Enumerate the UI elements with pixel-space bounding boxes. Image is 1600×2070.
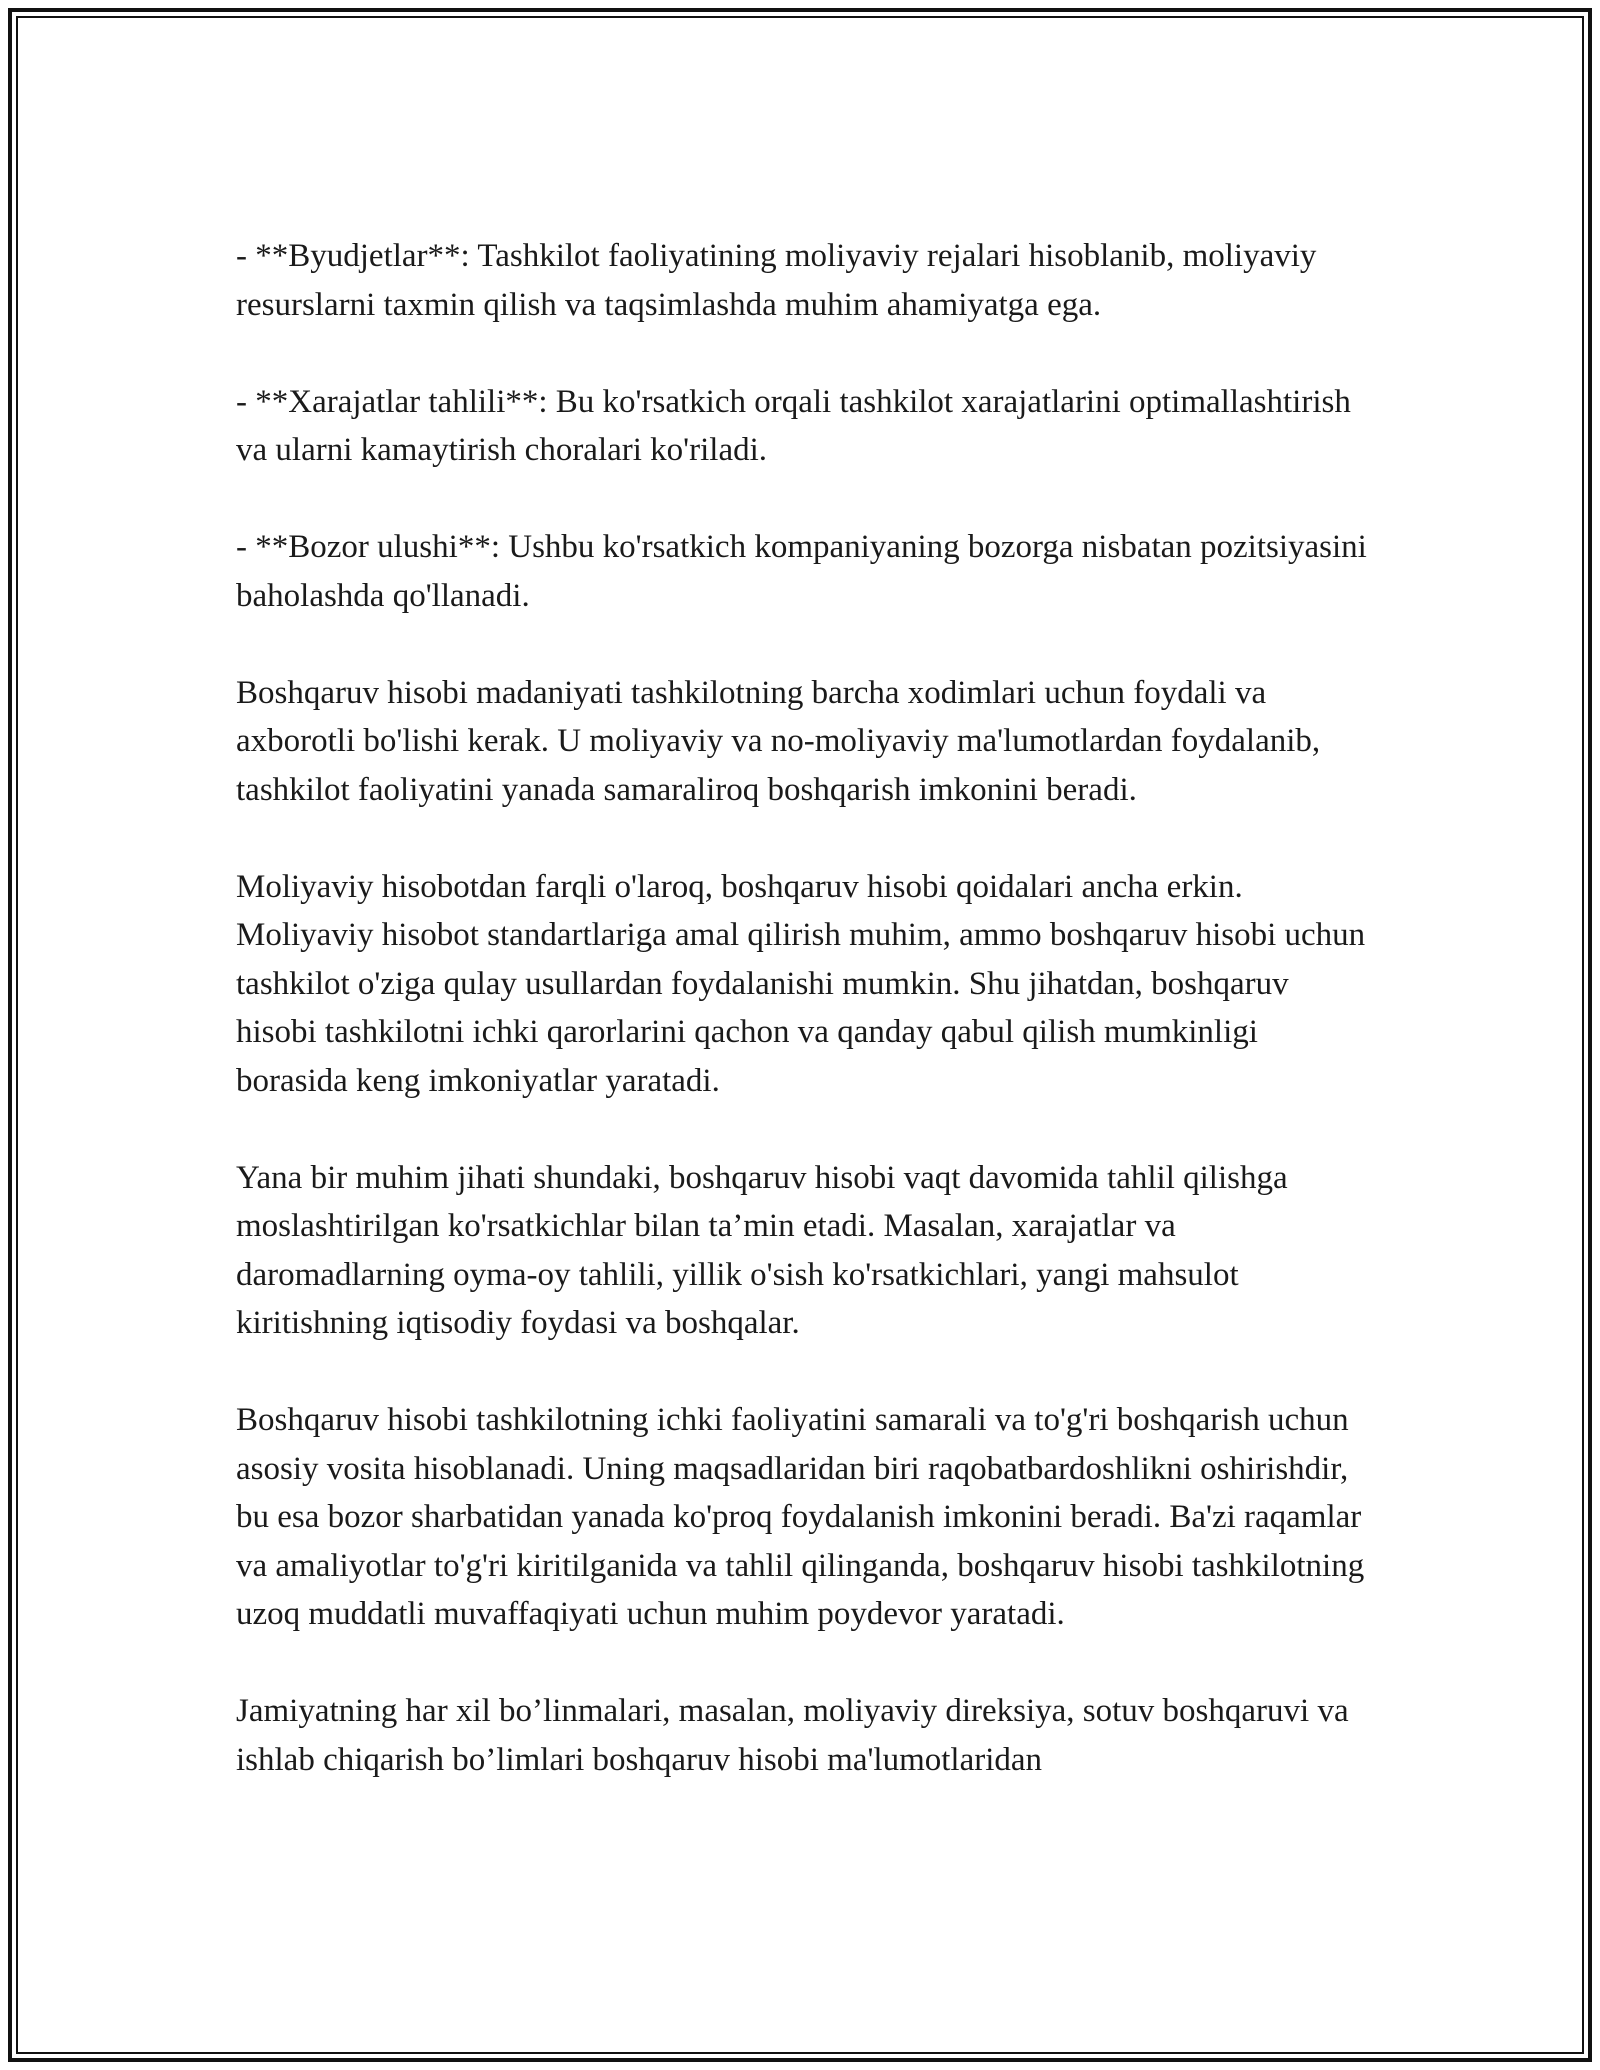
bullet-cost-analysis: - **Xarajatlar tahlili**: Bu ko'rsatkich orqali tashkilot xarajatlarini optimallashtirish va ularni kamaytirish choralari ko'riladi.: [236, 383, 1351, 468]
paragraph-time-analysis: Yana bir muhim jihati shundaki, boshqaruv hisobi vaqt davomida tahlil qilishga moslashtirilgan ko'rsatkichlar bilan ta’min etadi. Masalan, xarajatlar va daromadlarning oyma-oy tahlili, yillik o'sish ko'rsatkichlari, yangi mahsulot kiritishning iqtisodiy foydasi va boshqalar.: [236, 1159, 1288, 1341]
paragraph-financial-vs-management: Moliyaviy hisobotdan farqli o'laroq, boshqaruv hisobi qoidalari ancha erkin. Moliyaviy hisobot standartlariga amal qilirish muhim, ammo boshqaruv hisobi uchun tashkilot o'ziga qulay usullardan foydalanishi mumkin. Shu jihatdan, boshqaruv hisobi tashkilotni ichki qarorlarini qachon va qanday qabul qilish mumkinligi borasida keng imkoniyatlar yaratadi.: [236, 868, 1366, 1099]
paragraph-accounting-culture: Boshqaruv hisobi madaniyati tashkilotning barcha xodimlari uchun foydali va axborotli bo'lishi kerak. U moliyaviy va no-moliyaviy ma'lumotlardan foydalanib, tashkilot faoliyatini yanada samaraliroq boshqarish imkonini beradi.: [236, 674, 1321, 808]
bullet-budgets: - **Byudjetlar**: Tashkilot faoliyatining moliyaviy rejalari hisoblanib, moliyaviy resurslarni taxmin qilish va taqsimlashda muhim ahamiyatga ega.: [236, 238, 1317, 323]
bullet-market-share: - **Bozor ulushi**: Ushbu ko'rsatkich kompaniyaning bozorga nisbatan pozitsiyasini baholashda qo'llanadi.: [236, 529, 1367, 614]
document-body: [236, 232, 1376, 1784]
paragraph-main-tool: Boshqaruv hisobi tashkilotning ichki faoliyatini samarali va to'g'ri boshqarish uchun asosiy vosita hisoblanadi. Uning maqsadlaridan biri raqobatbardoshlikni oshirishdir, bu esa bozor sharbatidan yanada ko'proq foydalanish imkonini beradi. Ba'zi raqamlar va amaliyotlar to'g'ri kiritilganida va tahlil qilinganda, boshqaruv hisobi tashkilotning uzoq muddatli muvaffaqiyati uchun muhim poydevor yaratadi.: [236, 1402, 1365, 1632]
paragraph-departments: Jamiyatning har xil bo’linmalari, masalan, moliyaviy direksiya, sotuv boshqaruvi va ishlab chiqarish bo’limlari boshqaruv hisobi ma'lumotlaridan: [236, 1693, 1349, 1778]
